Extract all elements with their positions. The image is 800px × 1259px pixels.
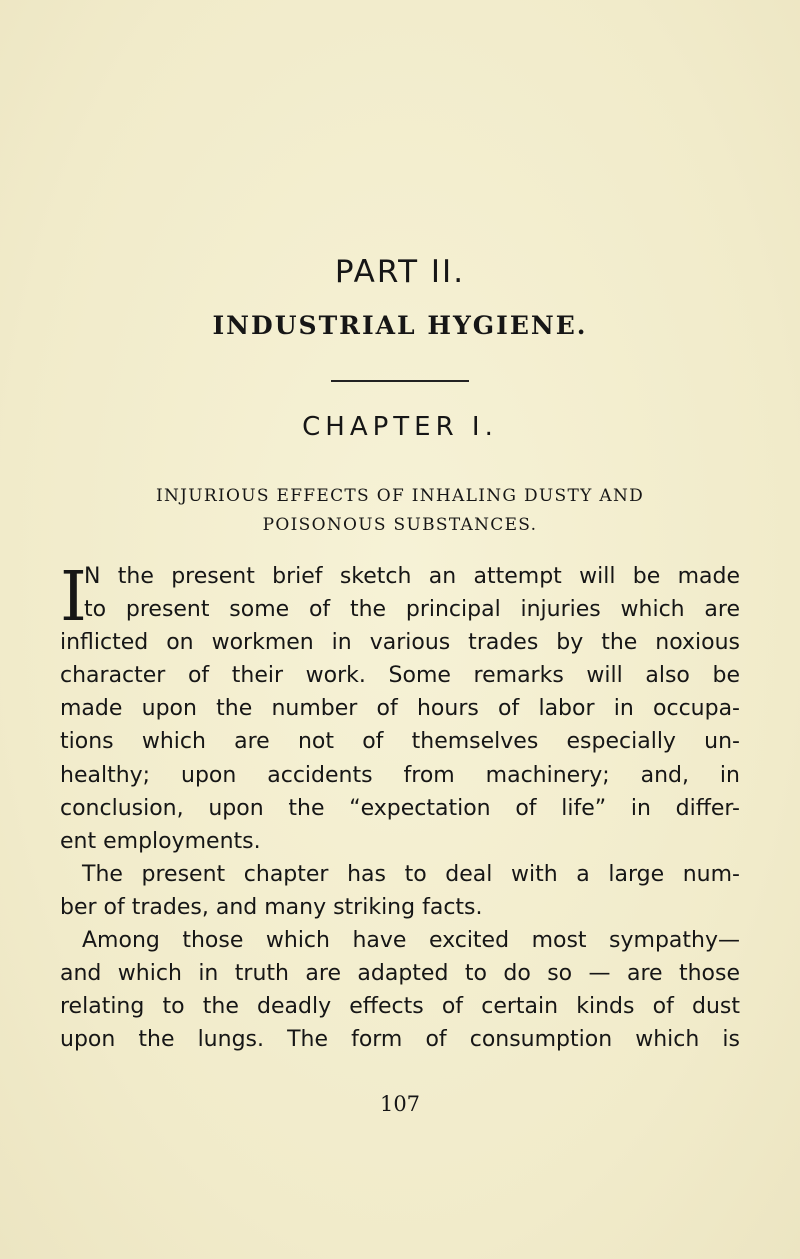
- text-line: Among those which have excited most sympathy—: [82, 928, 740, 954]
- text-line: to present some of the principal injuries which are: [84, 597, 740, 623]
- page-number: 107: [379, 1092, 421, 1116]
- text-line: The present chapter has to deal with a large num-: [82, 861, 740, 887]
- text-line: made upon the number of hours of labor in occupa-: [60, 696, 740, 722]
- text-line: N the present brief sketch an attempt will be made: [84, 564, 740, 589]
- text-line: relating to the deadly effects of certain kinds of dust: [60, 994, 740, 1020]
- text-line: tions which are not of themselves especially un-: [60, 729, 740, 755]
- drop-cap: I: [60, 558, 87, 637]
- section-title: INDUSTRIAL HYGIENE.: [212, 311, 588, 340]
- text-line: ber of trades, and many striking facts.: [60, 894, 483, 920]
- part-heading: PART II.: [334, 254, 466, 290]
- chapter-subtitle-line-1: INJURIOUS EFFECTS OF INHALING DUSTY AND: [155, 486, 645, 506]
- chapter-subtitle: [60, 482, 740, 540]
- text-line: healthy; upon accidents from machinery; and, in: [60, 762, 740, 788]
- text-line: ent employments.: [60, 828, 261, 854]
- text-line: inflicted on workmen in various trades by the noxious: [60, 630, 740, 656]
- text-line: character of their work. Some remarks will also be: [60, 663, 740, 689]
- chapter-heading: CHAPTER I.: [302, 412, 498, 442]
- text-line: conclusion, upon the “expectation of life” in differ-: [60, 795, 740, 821]
- text-line: and which in truth are adapted to do so — are those: [60, 961, 740, 987]
- divider-rule: [331, 380, 469, 382]
- body-text: [60, 560, 740, 1056]
- chapter-subtitle-line-2: POISONOUS SUBSTANCES.: [262, 515, 538, 535]
- text-line: upon the lungs. The form of consumption which is: [60, 1027, 740, 1053]
